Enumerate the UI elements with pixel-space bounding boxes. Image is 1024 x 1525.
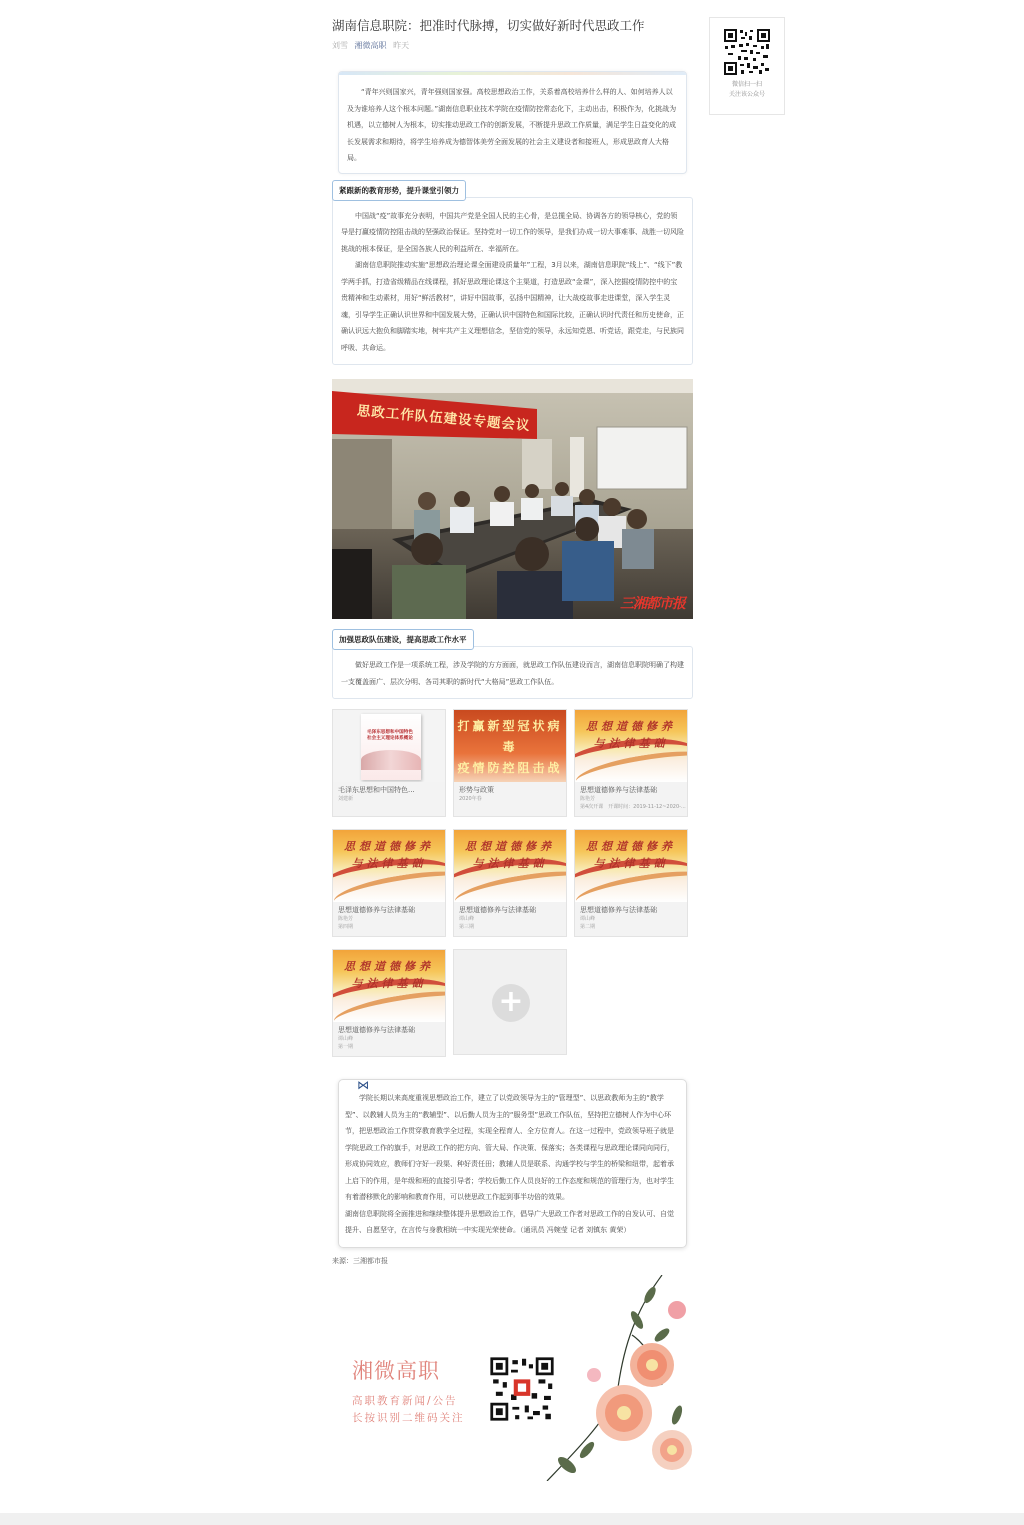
- add-course-button[interactable]: [453, 949, 567, 1055]
- section2-paragraph-1: 做好思政工作是一项系统工程，涉及学院的方方面面，就思政工作队伍建设而言，湖南信息职院明确了构建一支覆盖面广、层次分明、各司其职的新时代“大格局”思政工作队伍。: [341, 661, 684, 686]
- course-name: 毛泽东思想和中国特色...: [338, 786, 415, 794]
- course-card[interactable]: [332, 949, 446, 1057]
- qr-panel: [709, 17, 785, 115]
- course-cover: [333, 710, 445, 782]
- course-card[interactable]: [332, 829, 446, 937]
- course-cover: [454, 830, 566, 902]
- course-name: 形势与政策: [459, 786, 494, 794]
- qr-caption-2: 关注该公众号: [728, 91, 765, 98]
- book-cover-band: [361, 750, 421, 770]
- qr-code-graphic: [723, 28, 771, 76]
- course-teacher: 谭山峰: [580, 916, 596, 922]
- course-teacher: 陈艳芳: [580, 796, 596, 802]
- course-teacher: 谭山峰: [338, 1036, 354, 1042]
- publish-time: 昨天: [393, 41, 410, 50]
- moral-cover-line2: 与法律基础: [472, 857, 548, 870]
- moral-cover-line2: 与法律基础: [351, 857, 427, 870]
- course-card[interactable]: [574, 829, 688, 937]
- banner-qr-graphic: [489, 1356, 555, 1422]
- course-cover: [333, 830, 445, 902]
- course-name: 思想道德修养与法律基础: [580, 906, 657, 914]
- course-card[interactable]: [453, 709, 567, 817]
- meeting-photo: [332, 379, 693, 619]
- moral-cover-line1: 思想道德修养: [465, 840, 555, 853]
- course-session: 第4次开课 开课时间：2019-11-12~2020-...: [580, 804, 686, 810]
- course-name: 思想道德修养与法律基础: [459, 906, 536, 914]
- moral-cover-title: [575, 718, 687, 752]
- course-card[interactable]: [453, 829, 567, 937]
- course-card[interactable]: [332, 709, 446, 817]
- moral-cover-line2: 与法律基础: [593, 737, 669, 750]
- moral-cover-line2: 与法律基础: [351, 977, 427, 990]
- course-name: 思想道德修养与法律基础: [338, 906, 415, 914]
- course-teacher: 刘建新: [338, 796, 354, 802]
- section-heading-2: 加强思政队伍建设，提高思政工作水平: [332, 629, 474, 650]
- course-session: 第四期: [338, 924, 354, 930]
- closing-paragraph-1: 学院长期以来高度重视思想政治工作，建立了以党政领导为主的“管理型”、以思政教师为主的“教学型”、以教辅人员为主的“教辅型”、以后勤人员为主的“服务型”思政工作队伍，坚持把立德树人作为中心环节，把思想政治工作贯穿教育教学全过程，实现全程育人、全方位育人。在这一过程中，党政领导班子就是学院思政工作的旗手，对思政工作的把方向、管大局、作决策、保落实；各类课程与思政理论课同向同行，形成协同效应，教师们守好一段渠、种好责任田；教辅人员是联系、沟通学校与学生的桥梁和纽带，起着承上启下的作用，是年级和班的直接引导者；学校后勤工作人员良好的工作态度和规范的管理行为，也对学生有着潜移默化的影响和教育作用，可以使思政工作起到事半功倍的效果。: [345, 1094, 674, 1201]
- intro-text: “青年兴则国家兴，青年强则国家强。高校思想政治工作，关系着高校培养什么样的人、如何培养人以及为谁培养人这个根本问题。”湖南信息职业技术学院在疫情防控常态化下，主动出击，积极作为，化挑战为机遇，以立德树人为根本，切实推动思政工作的创新发展，不断提升思政工作质量，满足学生日益变化的成长发展需求和期待，将学生培养成为德智体美劳全面发展的社会主义建设者和接班人，形成思政育人大格局。: [347, 88, 677, 162]
- covid-cover-line1: 打赢新型冠状病毒: [457, 719, 563, 754]
- closing-paragraph-2: 湖南信息职院将全面推进和继续整体提升思想政治工作，倡导广大思政工作者对思政工作的自发认可、自觉提升、自愿坚守，在言传与身教相统一中实现光荣使命。（通讯员 冯婉莹 记者 刘镇东 黄荣）: [345, 1209, 674, 1234]
- book-cover-icon: [361, 714, 421, 780]
- moral-cover-title: [575, 838, 687, 872]
- course-session: 第二期: [580, 924, 596, 930]
- intro-box: [338, 71, 687, 174]
- photo-banner-text: 思政工作队伍建设专题会议: [356, 402, 531, 435]
- section1-paragraph-1: 中国战“疫”故事充分表明，中国共产党是全国人民的主心骨，是总揽全局、协调各方的领导核心，党的领导是打赢疫情防控阻击战的坚强政治保证。坚持党对一切工作的领导，是我们办成一切大事难事、战胜一切风险挑战的根本保证，是全国各族人民的利益所在、幸福所在。: [341, 211, 684, 253]
- course-cover: [575, 710, 687, 782]
- moral-cover-line1: 思想道德修养: [344, 840, 434, 853]
- moral-cover-title: [333, 958, 445, 992]
- course-cover: [333, 950, 445, 1022]
- moral-cover-line1: 思想道德修养: [344, 960, 434, 973]
- section-body-2: [332, 646, 693, 699]
- banner-line-1: 高职教育新闻/公告: [352, 1395, 458, 1407]
- banner-brand: 湘微高职: [352, 1359, 440, 1383]
- moral-cover-title: [333, 838, 445, 872]
- book-cover-title: 毛泽东思想和中国特色社会主义理论体系概论: [367, 730, 413, 741]
- covid-cover-line2: 疫情防控阻击战: [457, 761, 563, 775]
- follow-banner: [332, 1275, 693, 1481]
- bow-icon: ⋈: [357, 1078, 369, 1092]
- qr-caption-1: 微信扫一扫: [731, 81, 762, 88]
- course-grid: [332, 709, 693, 1057]
- source-line: 来源：三湘都市报: [332, 1256, 388, 1265]
- course-teacher: 陈艳芳: [338, 916, 354, 922]
- section1-paragraph-2: 湖南信息职院推动实施“思想政治理论课全面建设质量年”工程，3月以来，湖南信息职院“线上”、“线下”教学两手抓，打造省级精品在线课程，抓好思政理论课这个主渠道，打造思政“金课”，深入挖掘疫情防控中的宝贵精神和生动素材，用好“鲜活教材”，讲好中国故事，弘扬中国精神，让大战疫故事走进课堂，深入学生灵魂，引导学生正确认识世界和中国发展大势，正确认识中国特色和国际比较，正确认识时代责任和历史使命，正确认识远大抱负和脚踏实地，树牢共产主义理想信念，坚信党的领导，永远知党恩、听党话，跟党走，与民族同呼吸、共命运。: [341, 261, 684, 352]
- author: 刘雪: [332, 41, 348, 50]
- closing-box: [338, 1079, 687, 1248]
- course-name: 思想道德修养与法律基础: [580, 786, 657, 794]
- banner-line-2: 长按识别二维码关注: [352, 1412, 465, 1424]
- course-cover: [575, 830, 687, 902]
- course-session: 第三期: [459, 924, 475, 930]
- moral-cover-line2: 与法律基础: [593, 857, 669, 870]
- course-session: 第一期: [338, 1044, 354, 1050]
- section-heading-1: 紧跟新的教育形势，提升课堂引领力: [332, 180, 466, 201]
- moral-cover-title: [454, 838, 566, 872]
- section-body-1: [332, 197, 693, 366]
- covid-cover-title: [454, 716, 566, 779]
- banner-qr-code-icon[interactable]: [489, 1356, 555, 1422]
- course-card[interactable]: [574, 709, 688, 817]
- article-title: 湖南信息职院：把准时代脉搏，切实做好新时代思政工作: [332, 18, 645, 33]
- photo-watermark: 三湘都市报: [620, 596, 685, 612]
- course-teacher: 谭山峰: [459, 916, 475, 922]
- course-term: 2020年春: [459, 796, 482, 802]
- article-meta: [332, 40, 693, 51]
- page-footer-bar: [0, 1513, 1024, 1525]
- moral-cover-line1: 思想道德修养: [586, 840, 676, 853]
- course-cover: [454, 710, 566, 782]
- article: [332, 12, 693, 1266]
- qr-code-icon[interactable]: [723, 28, 771, 76]
- plus-icon: +: [492, 984, 530, 1022]
- moral-cover-line1: 思想道德修养: [586, 720, 676, 733]
- account-link[interactable]: 湘微高职: [354, 41, 387, 50]
- course-name: 思想道德修养与法律基础: [338, 1026, 415, 1034]
